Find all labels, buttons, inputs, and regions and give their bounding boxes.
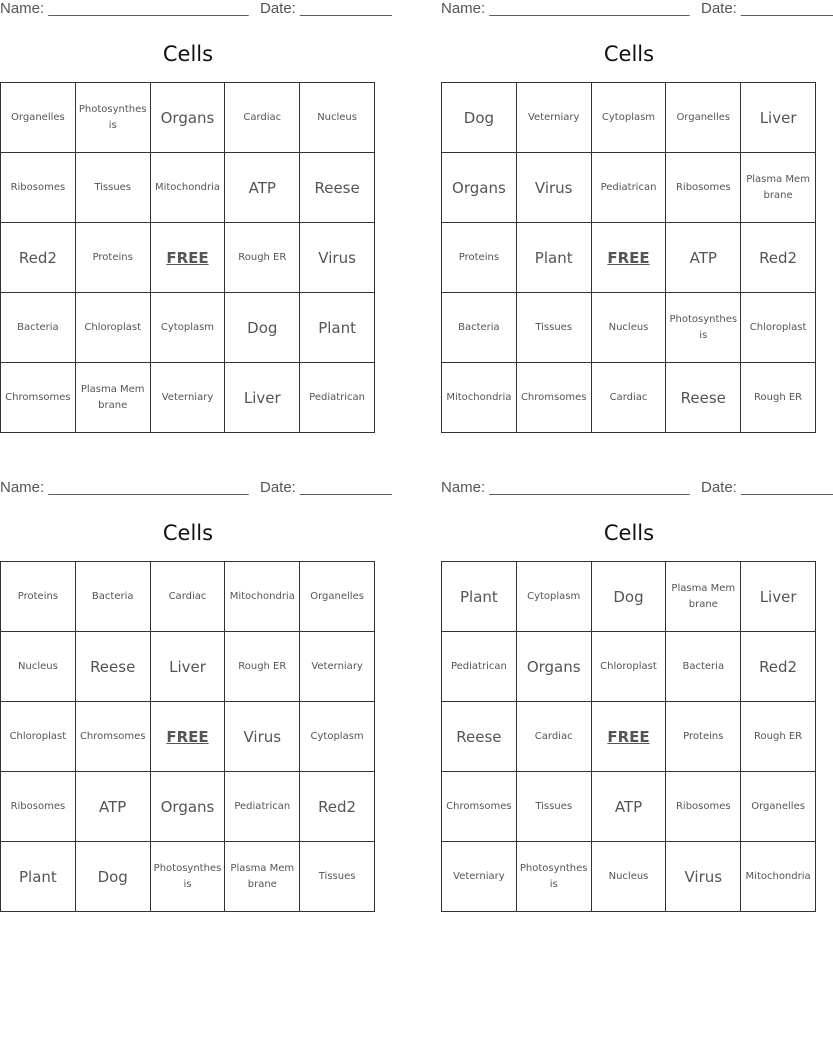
card-title: Cells	[162, 42, 214, 66]
bingo-cell: Organs	[150, 772, 225, 842]
bingo-cell: Pediatrican	[442, 632, 517, 702]
bingo-cell: Photosynthesis	[516, 842, 591, 912]
bingo-cell: Organelles	[1, 83, 76, 153]
bingo-cell: Nucleus	[591, 293, 666, 363]
bingo-cell: ATP	[666, 223, 741, 293]
bingo-cell: Cytoplasm	[300, 702, 375, 772]
bingo-cell: ATP	[225, 153, 300, 223]
bingo-row	[1, 363, 375, 433]
bingo-cell: Chromsomes	[516, 363, 591, 433]
bingo-row	[442, 153, 816, 223]
bingo-cell: Reese	[666, 363, 741, 433]
date-field-label: Date: ___________	[701, 479, 833, 496]
bingo-row	[442, 632, 816, 702]
bingo-cell: Cardiac	[516, 702, 591, 772]
name-field-label: Name: ________________________	[441, 0, 690, 17]
bingo-cell: Proteins	[75, 223, 150, 293]
bingo-row	[1, 293, 375, 363]
bingo-cell: Mitochondria	[225, 562, 300, 632]
bingo-cell: Ribosomes	[1, 772, 76, 842]
bingo-cell: Bacteria	[666, 632, 741, 702]
bingo-cell: Plant	[516, 223, 591, 293]
bingo-cell: Virus	[666, 842, 741, 912]
free-space-cell: FREE	[150, 702, 225, 772]
bingo-cell: Proteins	[666, 702, 741, 772]
bingo-cell: Veterniary	[442, 842, 517, 912]
bingo-cell: Virus	[516, 153, 591, 223]
bingo-card	[0, 0, 392, 440]
bingo-cell: Red2	[1, 223, 76, 293]
bingo-cell: Dog	[591, 562, 666, 632]
bingo-cell: Red2	[741, 223, 816, 293]
bingo-cell: Plasma Membrane	[741, 153, 816, 223]
bingo-cell: Plasma Membrane	[75, 363, 150, 433]
bingo-cell: Plasma Membrane	[225, 842, 300, 912]
bingo-row	[442, 293, 816, 363]
bingo-card	[441, 479, 833, 919]
bingo-cell: Chloroplast	[741, 293, 816, 363]
bingo-row	[442, 562, 816, 632]
bingo-cell: Plant	[300, 293, 375, 363]
bingo-cell: Tissues	[516, 293, 591, 363]
bingo-cell: Photosynthesis	[150, 842, 225, 912]
bingo-cell: Rough ER	[225, 632, 300, 702]
bingo-cell: Organs	[150, 83, 225, 153]
free-space-cell: FREE	[150, 223, 225, 293]
bingo-cell: Chromsomes	[75, 702, 150, 772]
bingo-cell: Pediatrican	[225, 772, 300, 842]
bingo-cell: Dog	[75, 842, 150, 912]
bingo-cell: Veterniary	[300, 632, 375, 702]
bingo-cell: Tissues	[516, 772, 591, 842]
bingo-cell: Ribosomes	[666, 153, 741, 223]
bingo-cell: Mitochondria	[150, 153, 225, 223]
date-field-label: Date: ___________	[701, 0, 833, 17]
bingo-cell: Red2	[741, 632, 816, 702]
name-field-label: Name: ________________________	[0, 479, 249, 496]
bingo-cell: ATP	[591, 772, 666, 842]
card-title: Cells	[603, 42, 655, 66]
bingo-cell: Bacteria	[75, 562, 150, 632]
bingo-cell: Cytoplasm	[150, 293, 225, 363]
bingo-cell: Cytoplasm	[516, 562, 591, 632]
bingo-cell: Organelles	[300, 562, 375, 632]
bingo-cell: Photosynthesis	[75, 83, 150, 153]
bingo-cell: Liver	[741, 562, 816, 632]
bingo-cell: Bacteria	[1, 293, 76, 363]
bingo-cell: Cardiac	[150, 562, 225, 632]
bingo-cell: Plant	[1, 842, 76, 912]
bingo-row	[1, 83, 375, 153]
bingo-cell: Dog	[442, 83, 517, 153]
bingo-row	[442, 83, 816, 153]
bingo-cell: Organs	[516, 632, 591, 702]
bingo-cell: Dog	[225, 293, 300, 363]
bingo-cell: Nucleus	[591, 842, 666, 912]
bingo-grid	[441, 82, 816, 433]
bingo-cell: Cardiac	[591, 363, 666, 433]
bingo-row	[442, 223, 816, 293]
bingo-cell: Chromsomes	[442, 772, 517, 842]
bingo-cell: Nucleus	[300, 83, 375, 153]
bingo-cell: Plasma Membrane	[666, 562, 741, 632]
bingo-cell: Cardiac	[225, 83, 300, 153]
bingo-cell: Pediatrican	[300, 363, 375, 433]
bingo-cell: Tissues	[300, 842, 375, 912]
name-field-label: Name: ________________________	[441, 479, 690, 496]
bingo-grid	[0, 82, 375, 433]
bingo-cell: Organelles	[741, 772, 816, 842]
bingo-cell: Mitochondria	[741, 842, 816, 912]
bingo-cell: Photosynthesis	[666, 293, 741, 363]
bingo-row	[1, 153, 375, 223]
bingo-cell: Nucleus	[1, 632, 76, 702]
bingo-cell: Chromsomes	[1, 363, 76, 433]
bingo-row	[442, 363, 816, 433]
bingo-cell: Plant	[442, 562, 517, 632]
bingo-card	[0, 479, 392, 919]
date-field-label: Date: ___________	[260, 479, 392, 496]
free-space-cell: FREE	[591, 223, 666, 293]
bingo-cell: Proteins	[442, 223, 517, 293]
bingo-cell: Virus	[225, 702, 300, 772]
bingo-cell: Organs	[442, 153, 517, 223]
bingo-cell: ATP	[75, 772, 150, 842]
bingo-row	[1, 842, 375, 912]
bingo-cell: Rough ER	[741, 363, 816, 433]
bingo-cell: Chloroplast	[75, 293, 150, 363]
bingo-cell: Reese	[75, 632, 150, 702]
bingo-grid	[441, 561, 816, 912]
bingo-cell: Red2	[300, 772, 375, 842]
bingo-cell: Chloroplast	[591, 632, 666, 702]
bingo-cell: Veterniary	[516, 83, 591, 153]
bingo-row	[1, 632, 375, 702]
bingo-row	[1, 562, 375, 632]
bingo-cell: Liver	[225, 363, 300, 433]
bingo-cell: Cytoplasm	[591, 83, 666, 153]
bingo-cell: Liver	[741, 83, 816, 153]
name-field-label: Name: ________________________	[0, 0, 249, 17]
card-title: Cells	[603, 521, 655, 545]
bingo-cell: Chloroplast	[1, 702, 76, 772]
free-space-cell: FREE	[591, 702, 666, 772]
bingo-cell: Veterniary	[150, 363, 225, 433]
bingo-cell: Ribosomes	[1, 153, 76, 223]
bingo-row	[442, 842, 816, 912]
bingo-row	[1, 223, 375, 293]
bingo-cell: Virus	[300, 223, 375, 293]
bingo-row	[442, 702, 816, 772]
bingo-cell: Organelles	[666, 83, 741, 153]
bingo-cell: Ribosomes	[666, 772, 741, 842]
bingo-cell: Reese	[300, 153, 375, 223]
bingo-row	[1, 702, 375, 772]
bingo-cell: Mitochondria	[442, 363, 517, 433]
bingo-cell: Bacteria	[442, 293, 517, 363]
bingo-cell: Liver	[150, 632, 225, 702]
bingo-row	[442, 772, 816, 842]
bingo-cell: Rough ER	[225, 223, 300, 293]
bingo-cell: Proteins	[1, 562, 76, 632]
bingo-cell: Pediatrican	[591, 153, 666, 223]
bingo-card	[441, 0, 833, 440]
bingo-grid	[0, 561, 375, 912]
bingo-cell: Reese	[442, 702, 517, 772]
date-field-label: Date: ___________	[260, 0, 392, 17]
bingo-row	[1, 772, 375, 842]
card-title: Cells	[162, 521, 214, 545]
bingo-cell: Rough ER	[741, 702, 816, 772]
bingo-cell: Tissues	[75, 153, 150, 223]
